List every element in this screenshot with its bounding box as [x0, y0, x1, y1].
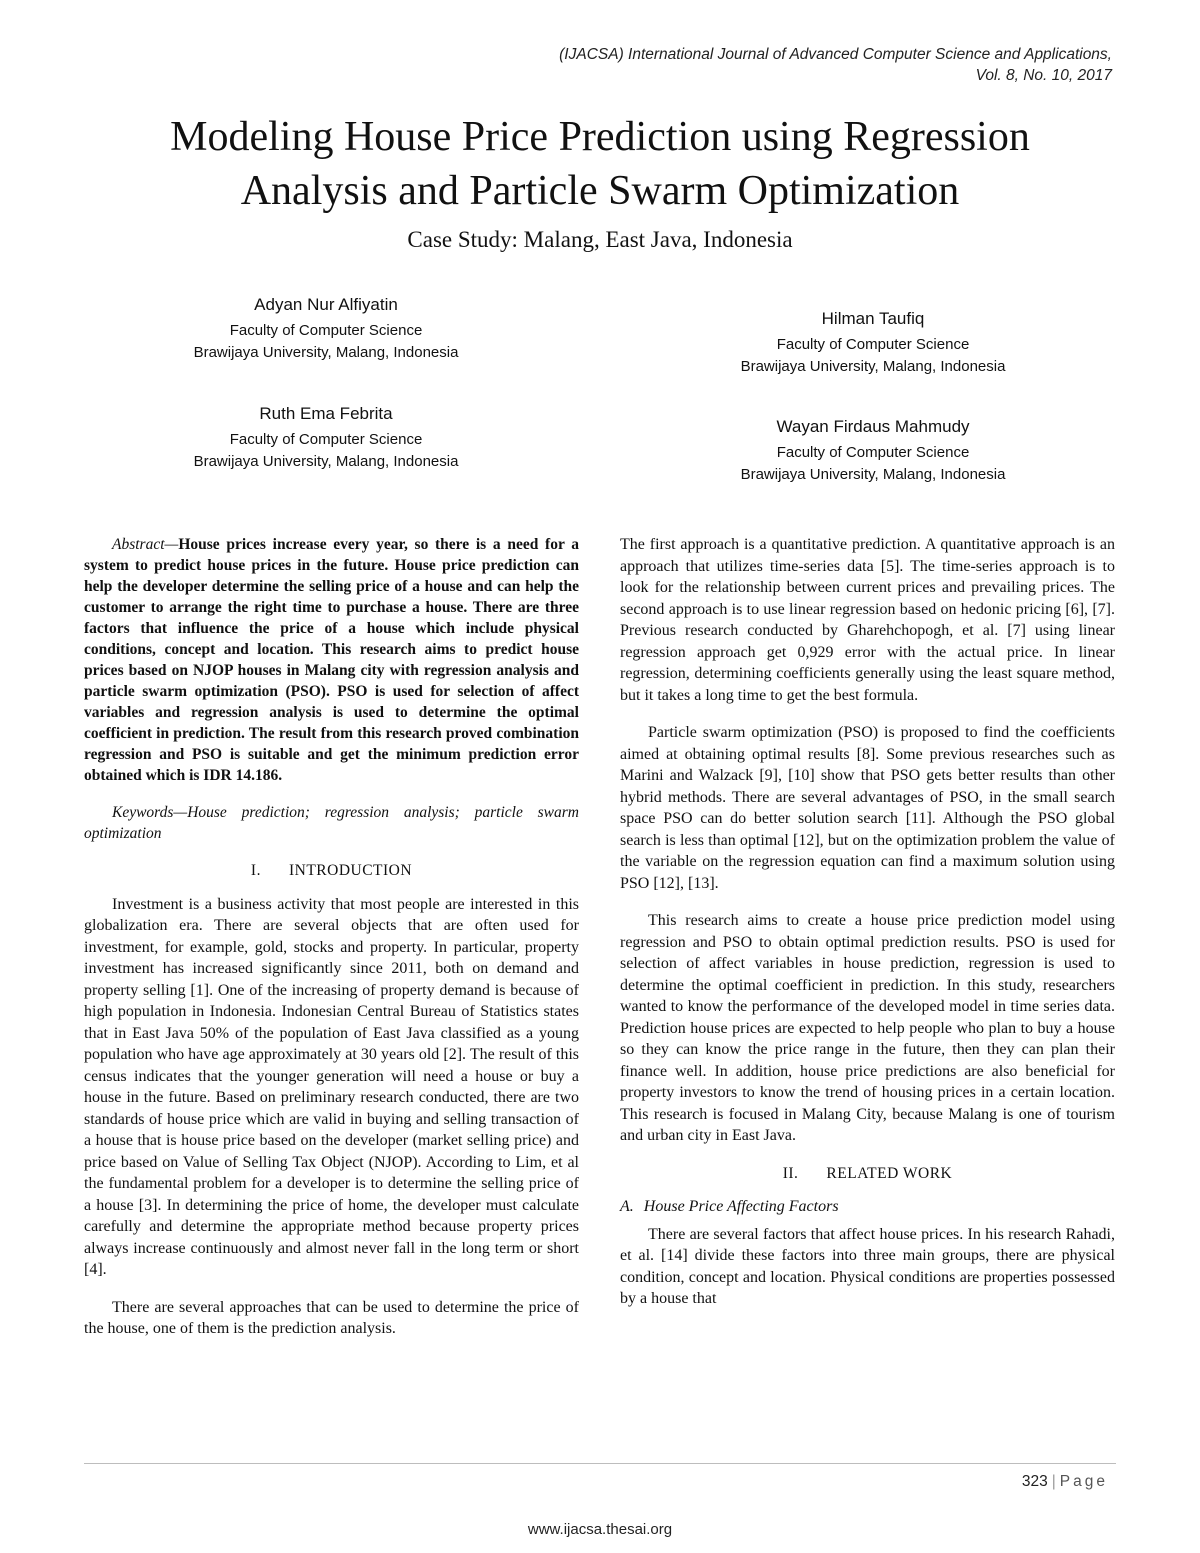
abstract-label: Abstract—	[112, 536, 179, 553]
subsection-number: A.	[620, 1198, 634, 1215]
author-name: Hilman Taufiq	[821, 309, 925, 328]
page-number-value: 323	[1021, 1473, 1048, 1490]
author-dept: Faculty of Computer Science	[776, 444, 970, 461]
section-title: INTRODUCTION	[288, 862, 413, 879]
author-name: Ruth Ema Febrita	[259, 404, 393, 423]
right-column	[620, 534, 1115, 1326]
paragraph: This research aims to create a house price prediction model using regression and PSO to obtain optimal prediction results. PSO is used for selection of affect variables in house prediction, regression is used to determine the optimal coefficient in prediction. In this study, researchers wanted to know the performance of the developed model in time series data. Prediction house prices are expected to help people who plan to buy a house so they can know the price range in the future, then they can plan their finance well. In addition, house price predictions are also beneficial for property investors to know the trend of housing prices in a certain location. This research is focused in Malang City, because Malang is one of tourism and urban city in East Java.	[620, 912, 1115, 1144]
author-univ: Brawijaya University, Malang, Indonesia	[740, 466, 1006, 483]
author-univ: Brawijaya University, Malang, Indonesia	[193, 344, 459, 361]
author-dept: Faculty of Computer Science	[229, 431, 423, 448]
journal-header	[352, 44, 1112, 86]
paper-title-line1: Modeling House Price Prediction using Regression	[170, 114, 1030, 160]
author-block	[663, 414, 1083, 486]
keywords: Keywords—House prediction; regression analysis; particle swarm optimization	[84, 804, 579, 842]
section-heading-related-work	[620, 1163, 1115, 1185]
author-univ: Brawijaya University, Malang, Indonesia	[193, 453, 459, 470]
author-dept: Faculty of Computer Science	[229, 322, 423, 339]
paper-title	[80, 110, 1120, 218]
paragraph: Particle swarm optimization (PSO) is proposed to find the coefficients aimed at obtaining optimal results [8]. Some previous researches such as Marini and Walzack [9], [10] show that PSO gets better results than other hybrid methods. There are several advantages of PSO, in the small search space PSO can do better solution search [11]. Although the PSO global search is less than optimal [12], but on the optimization problem the value of the variable on the regression equation can find a maximum solution using PSO [12], [13].	[620, 724, 1115, 892]
paragraph: The first approach is a quantitative prediction. A quantitative approach is an approach that utilizes time-series data [5]. The time-series approach is to look for the relationship between current prices and prevailing prices. The second approach is to use linear regression based on hedonic pricing [6], [7]. Previous research conducted by Gharehchopogh, et al. [7] using linear regression approach get 0,929 error with the actual price. In linear regression, determining coefficients generally using the least square method, but it takes a long time to get the best formula.	[620, 536, 1115, 704]
author-block	[663, 306, 1083, 378]
page-separator: |	[1051, 1473, 1056, 1490]
journal-volume: Vol. 8, No. 10, 2017	[975, 67, 1112, 84]
author-block	[116, 292, 536, 364]
paper-title-line2: Analysis and Particle Swarm Optimization	[240, 168, 960, 214]
paragraph: There are several approaches that can be used to determine the price of the house, one of them is the prediction analysis.	[84, 1298, 579, 1337]
section-number: II.	[782, 1164, 799, 1182]
section-number: I.	[250, 862, 261, 879]
author-name: Adyan Nur Alfiyatin	[254, 295, 398, 314]
author-dept: Faculty of Computer Science	[776, 336, 970, 353]
section-title: RELATED WORK	[826, 1164, 953, 1182]
page-word: Page	[1059, 1473, 1108, 1490]
abstract-text: House prices increase every year, so there is a need for a system to predict house prices in the future. House price prediction can help the developer determine the selling price of a house and can help the customer to arrange the right time to purchase a house. There are three factors that influence the price of a house which include physical conditions, concept and location. This research aims to predict house prices based on NJOP houses in Malang city with regression analysis and particle swarm optimization (PSO). PSO is used for selection of affect variables and regression analysis is used to determine the optimal coefficient in prediction. The result from this research proved combination regression and PSO is suitable and get the minimum prediction error obtained which is IDR 14.186.	[84, 536, 579, 784]
paragraph: Investment is a business activity that most people are interested in this globalization era. There are several objects that are often used for investment, for example, gold, stocks and property. In particular, property investment has increased significantly since 2011, both on demand and property selling [1]. One of the increasing of property demand is because of high population in Indonesia. Indonesian Central Bureau of Statistics states that in East Java 50% of the population of East Java classified as a young population who have age approximately at 30 years old [2]. The result of this census indicates that the younger generation will need a house or buy a house in the future. Based on preliminary research conducted, there are two standards of house price which are valid in buying and selling transaction of a house that is house price based on the developer (market selling price) and price based on Value of Selling Tax Object (NJOP). According to Lim, et al the fundamental problem for a developer is to determine the selling price of a house [3]. In determining the price of home, the developer must calculate carefully and determine the appropriate method because property prices always increase continuously and almost never fall in the long term or short [4].	[84, 895, 579, 1278]
paper-subtitle: Case Study: Malang, East Java, Indonesia	[407, 227, 793, 252]
author-name: Wayan Firdaus Mahmudy	[776, 417, 970, 436]
subsection-title: House Price Affecting Factors	[643, 1198, 839, 1215]
paragraph: There are several factors that affect house prices. In his research Rahadi, et al. [14] divide these factors into three main groups, there are physical condition, concept and location. Physical conditions are properties possessed by a house that	[620, 1225, 1115, 1307]
journal-name: (IJACSA) International Journal of Advanced Computer Science and Applications,	[559, 46, 1112, 63]
left-column	[84, 534, 579, 1356]
page-number	[1022, 1473, 1108, 1491]
footer-url: www.ijacsa.thesai.org	[527, 1521, 673, 1538]
author-block	[116, 401, 536, 473]
author-univ: Brawijaya University, Malang, Indonesia	[740, 358, 1006, 375]
footer-divider	[84, 1463, 1116, 1464]
abstract	[84, 534, 579, 786]
subsection-heading	[620, 1196, 1115, 1218]
section-heading-introduction	[84, 860, 579, 882]
